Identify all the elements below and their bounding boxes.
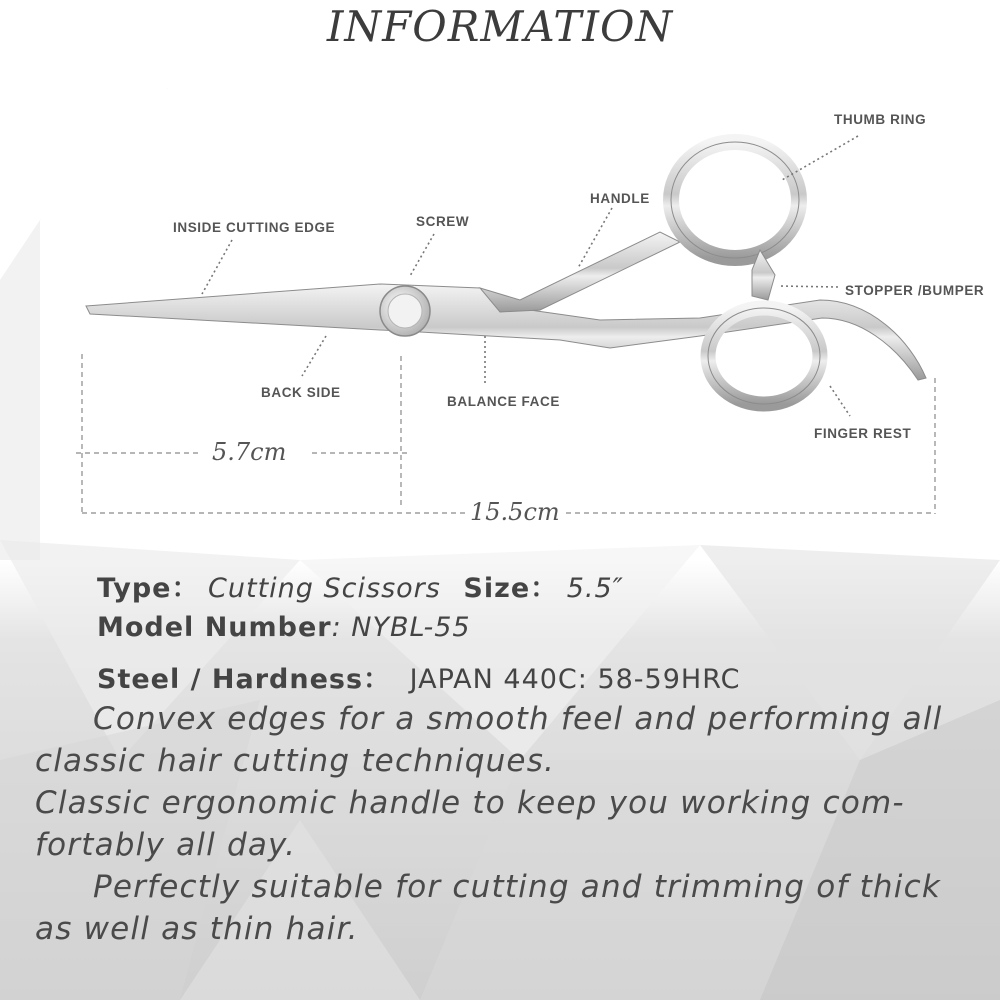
model-value: : NYBL-55: [331, 612, 471, 643]
model-label: Model Number: [97, 612, 332, 643]
scissors-illustration: [86, 142, 926, 404]
description-line: Classic ergonomic handle to keep you working com-: [35, 785, 905, 821]
callout-finger-rest: FINGER REST: [814, 426, 912, 441]
dimension-total-length: 15.5cm: [470, 498, 560, 526]
description-line: classic hair cutting techniques.: [35, 743, 556, 779]
spec-row-steel: [97, 657, 740, 696]
description: [35, 698, 975, 950]
callout-inside-cutting-edge: INSIDE CUTTING EDGE: [173, 220, 336, 235]
steel-label: Steel / Hardness：: [97, 664, 392, 695]
description-line: fortably all day.: [35, 827, 297, 863]
callout-stopper-bumper: STOPPER /BUMPER: [845, 283, 985, 298]
page-title: INFORMATION: [326, 2, 674, 51]
description-line: Convex edges for a smooth feel and performing all: [93, 701, 943, 737]
callout-thumb-ring: THUMB RING: [834, 112, 927, 127]
type-label: Type：: [97, 573, 200, 604]
callout-screw: SCREW: [416, 214, 470, 229]
description-line: Perfectly suitable for cutting and trimming of thick: [93, 869, 941, 905]
steel-value: JAPAN 440C: 58-59HRC: [409, 664, 741, 695]
size-label: Size：: [463, 573, 559, 604]
type-value: Cutting Scissors: [208, 573, 441, 604]
callout-handle: HANDLE: [590, 191, 650, 206]
callout-balance-face: BALANCE FACE: [447, 394, 560, 409]
size-value: 5.5″: [566, 573, 624, 604]
dimension-blade-length: 5.7cm: [212, 438, 287, 466]
spec-row-type-size: [97, 566, 624, 605]
description-line: as well as thin hair.: [35, 911, 359, 947]
spec-row-model: [97, 612, 471, 643]
callout-back-side: BACK SIDE: [261, 385, 341, 400]
